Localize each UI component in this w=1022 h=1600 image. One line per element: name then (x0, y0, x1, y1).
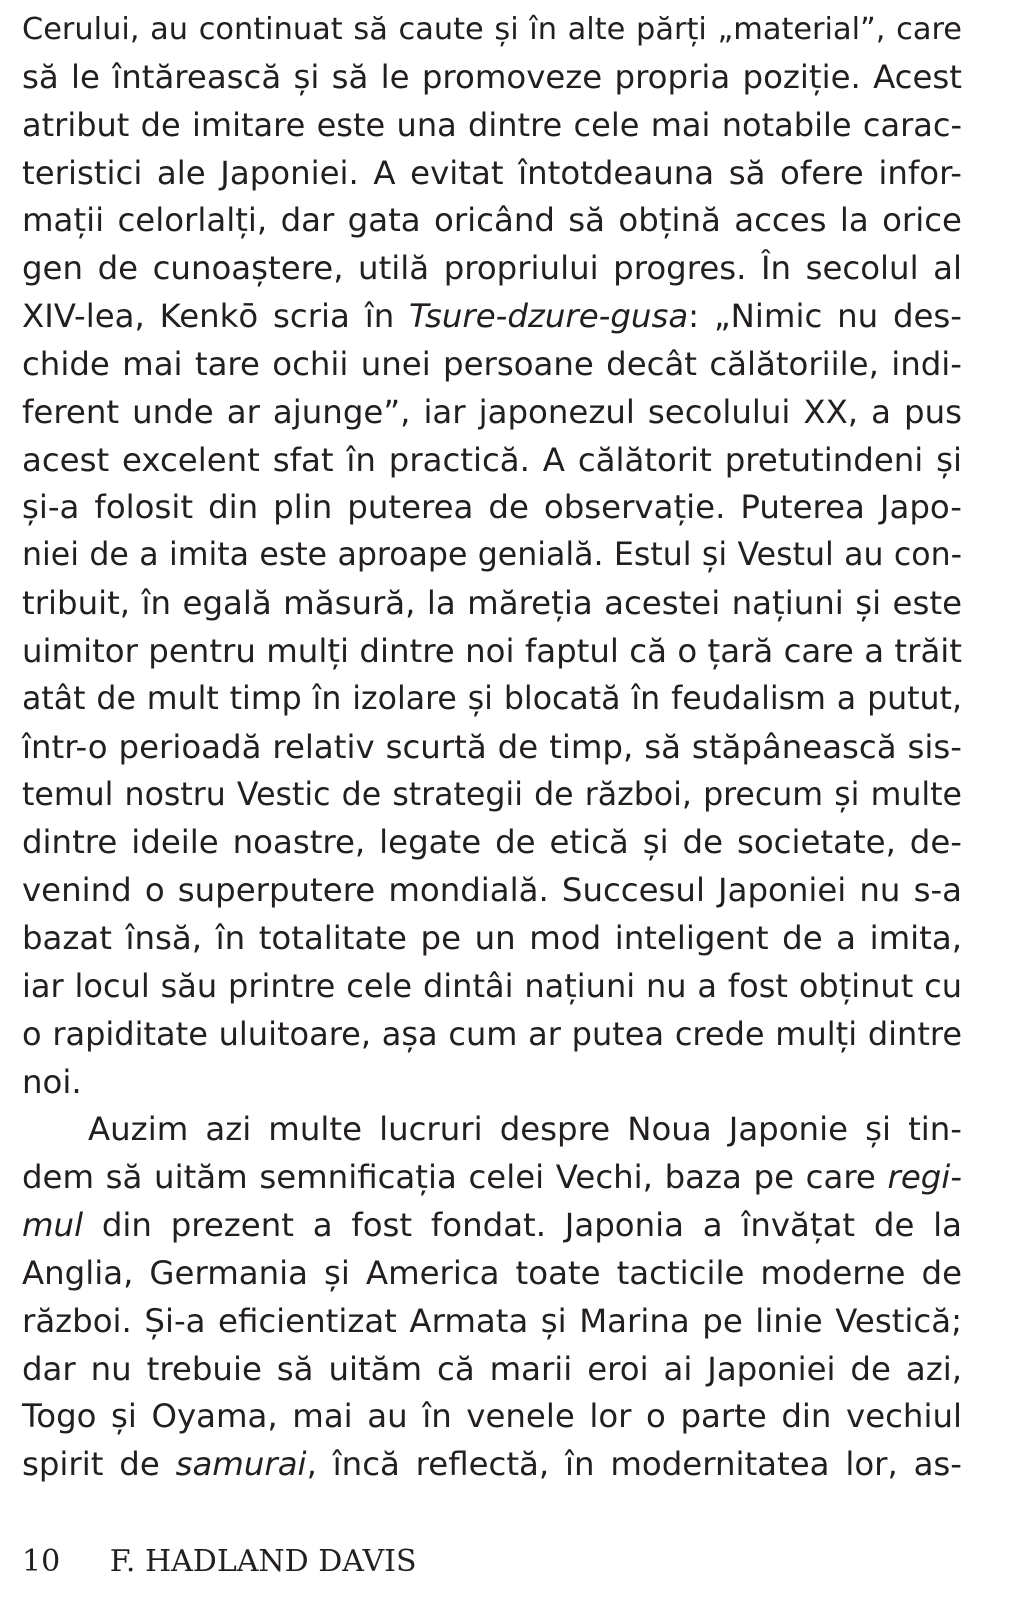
text-line: Cerului, au continuat să caute și în alte părți „material”, care (22, 12, 962, 47)
text-line: mații celorlalți, dar gata oricând să obțină acces la orice (22, 201, 962, 240)
page-number: 10 (22, 1544, 61, 1579)
text-run: , încă reflectă, în modernitatea lor, as- (306, 1445, 962, 1484)
text-run: : „Nimic nu des- (688, 297, 962, 336)
text-run: XIV-lea, Kenkō scria în (22, 297, 410, 336)
text-line (22, 1441, 962, 1489)
text-line: într-o perioadă relativ scurtă de timp, să stăpânească sis- (22, 727, 962, 766)
italic-word: mul (22, 1206, 84, 1245)
text-line: temul nostru Vestic de strategii de război, precum și multe (22, 776, 962, 813)
text-line: iar locul său printre cele dintâi națiuni nu a fost obținut cu (22, 966, 962, 1005)
text-line: niei de a imita este aproape genială. Estul și Vestul au con- (22, 537, 962, 574)
text-line: ferent unde ar ajunge”, iar japonezul secolului XX, a pus (22, 392, 962, 431)
paragraph-1 (22, 6, 962, 1106)
text-line: uimitor pentru mulți dintre noi faptul că o țară care a trăit (22, 631, 962, 670)
text-line: Anglia, Germania și America toate tacticile moderne de (22, 1253, 962, 1292)
italic-title: Tsure-dzure-gusa (409, 297, 689, 336)
text-line: Togo și Oyama, mai au în venele lor o parte din vechiul (22, 1397, 962, 1436)
page-footer (22, 1542, 722, 1582)
running-head-author: F. HADLAND DAVIS (109, 1544, 417, 1579)
italic-word: samurai (175, 1445, 307, 1484)
text-line: bazat însă, în totalitate pe un mod inteligent de a imita, (22, 919, 962, 958)
text-line: dintre ideile noastre, legate de etică și de societate, de- (22, 823, 962, 862)
text-line (22, 1202, 962, 1250)
italic-word: regi- (887, 1158, 962, 1197)
book-page (22, 0, 962, 1600)
text-line: venind o superputere mondială. Succesul Japoniei nu s-a (22, 871, 962, 910)
text-line: acest excelent sfat în practică. A călătorit pretutindeni și (22, 440, 962, 479)
text-line: noi. (22, 1062, 82, 1101)
text-run: din prezent a fost fondat. Japonia a învățat de la (83, 1206, 962, 1245)
text-line: război. Și-a eficientizat Armata și Marina pe linie Vestică; (22, 1301, 962, 1340)
text-line: chide mai tare ochii unei persoane decât călătoriile, indi- (22, 344, 962, 383)
text-line: gen de cunoaștere, utilă propriului progres. În secolul al (22, 249, 962, 288)
text-run: spirit de (22, 1445, 176, 1484)
text-line: să le întărească și să le promoveze propria poziție. Acest (22, 57, 962, 96)
text-line (22, 293, 962, 341)
text-line: teristici ale Japoniei. A evitat întotdeauna să ofere infor- (22, 153, 962, 192)
text-run: dem să uităm semnificația celei Vechi, baza pe care (22, 1158, 888, 1197)
text-line: atât de mult timp în izolare și blocată în feudalism a putut, (22, 680, 962, 717)
text-line: atribut de imitare este una dintre cele mai notabile carac- (22, 105, 962, 144)
text-line: tribuit, în egală măsură, la măreția acestei națiuni și este (22, 584, 962, 623)
text-line: dar nu trebuie să uităm că marii eroi ai Japoniei de azi, (22, 1349, 962, 1388)
text-line: și-a folosit din plin puterea de observație. Puterea Japo- (22, 488, 962, 527)
paragraph-2 (22, 1106, 962, 1489)
text-line: Auzim azi multe lucruri despre Noua Japonie și tin- (88, 1110, 962, 1149)
body-text (22, 6, 962, 1489)
text-line (22, 1154, 962, 1202)
text-line: o rapiditate uluitoare, așa cum ar putea crede mulți dintre (22, 1014, 962, 1053)
